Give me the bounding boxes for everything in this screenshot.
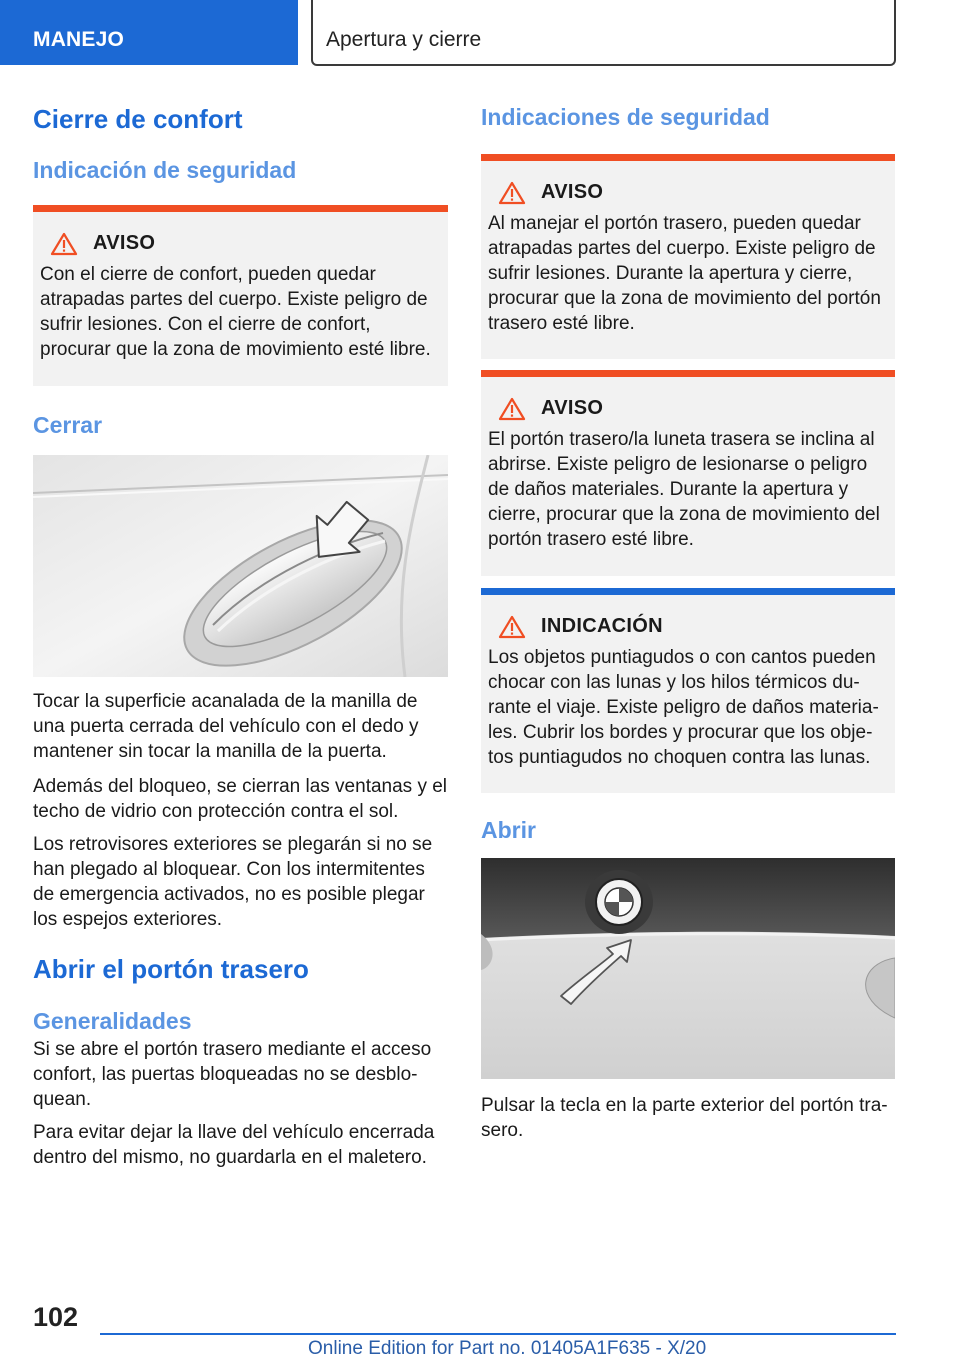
subsection-heading: Generalidades bbox=[33, 1007, 192, 1034]
notice-title: AVISO bbox=[541, 397, 604, 420]
section-title: Abrir el portón trasero bbox=[33, 954, 309, 985]
paragraph: Tocar la superficie acanalada de la manilla de una puerta cerrada del vehículo con el dedo y mantener sin tocar la manilla de la puerta. bbox=[33, 691, 419, 763]
notice-title: INDICACIÓN bbox=[541, 615, 663, 638]
subsection-heading: Abrir bbox=[481, 816, 536, 843]
paragraph: Además del bloqueo, se cierran las ventanas y el techo de vidrio con protección contra el sol. bbox=[33, 776, 448, 823]
warning-triangle-icon bbox=[498, 615, 526, 639]
warning-notice bbox=[481, 154, 895, 359]
warning-notice bbox=[481, 370, 895, 576]
info-notice bbox=[481, 588, 895, 793]
paragraph: Los retrovisores exteriores se plegarán si no se han plegado al bloquear. Con los intermitentes de emergencia activados, no es posible plegar los espejos exteriores. bbox=[33, 834, 433, 931]
warning-triangle-icon bbox=[498, 397, 526, 421]
notice-text: El portón trasero/la luneta trasera se inclina al abrirse. Existe peligro de lesionarse o peligro de daños materiales. Durante la apertura y cierre, procurar que la zona de movimiento del portón trasero esté libre. bbox=[488, 428, 880, 550]
left-column bbox=[33, 100, 448, 1170]
section-label: MANEJO bbox=[33, 28, 125, 51]
notice-text: Al manejar el portón trasero, pueden quedar atrapadas partes del cuerpo. Existe peligro de sufrir lesiones. Durante la apertura y cierre, procurar que la zona de movimiento del portón trasero esté libre. bbox=[488, 212, 881, 334]
tailgate-button-figure bbox=[481, 858, 895, 1079]
notice-title: AVISO bbox=[93, 232, 156, 255]
footer-divider bbox=[100, 1333, 896, 1335]
right-column bbox=[481, 100, 895, 1143]
paragraph: Si se abre el portón trasero mediante el acceso confort, las puertas bloqueadas no se desbloquean. bbox=[33, 1039, 432, 1111]
paragraph: Pulsar la tecla en la parte exterior del portón trasero. bbox=[481, 1095, 888, 1142]
page-number: 102 bbox=[33, 1302, 79, 1332]
subsection-heading: Cerrar bbox=[33, 411, 103, 438]
chapter-tab bbox=[311, 0, 896, 66]
chapter-label: Apertura y cierre bbox=[326, 28, 482, 51]
notice-text: Los objetos puntiagudos o con cantos pueden chocar con las lunas y los hilos térmicos durante el viaje. Existe peligro de daños materiales. Cubrir los bordes y procurar que los objetos puntiagudos no choquen contra las lunas. bbox=[488, 646, 879, 768]
paragraph: Para evitar dejar la llave del vehículo encerrada dentro del mismo, no guardarla en el maletero. bbox=[33, 1122, 435, 1169]
notice-text: Con el cierre de confort, pueden quedar atrapadas partes del cuerpo. Existe peligro de sufrir lesiones. Con el cierre de confort, procurar que la zona de movimiento esté libre. bbox=[40, 263, 431, 360]
notice-title: AVISO bbox=[541, 181, 604, 204]
subsection-heading: Indicaciones de seguridad bbox=[481, 104, 770, 130]
section-tab bbox=[0, 0, 298, 65]
warning-notice bbox=[33, 205, 448, 386]
warning-triangle-icon bbox=[50, 232, 78, 256]
warning-triangle-icon bbox=[498, 181, 526, 205]
door-handle-figure bbox=[33, 455, 448, 677]
section-title: Cierre de confort bbox=[33, 104, 243, 134]
subsection-heading: Indicación de seguridad bbox=[33, 157, 297, 184]
edition-note: Online Edition for Part no. 01405A1F635 - X/20 bbox=[308, 1338, 707, 1359]
